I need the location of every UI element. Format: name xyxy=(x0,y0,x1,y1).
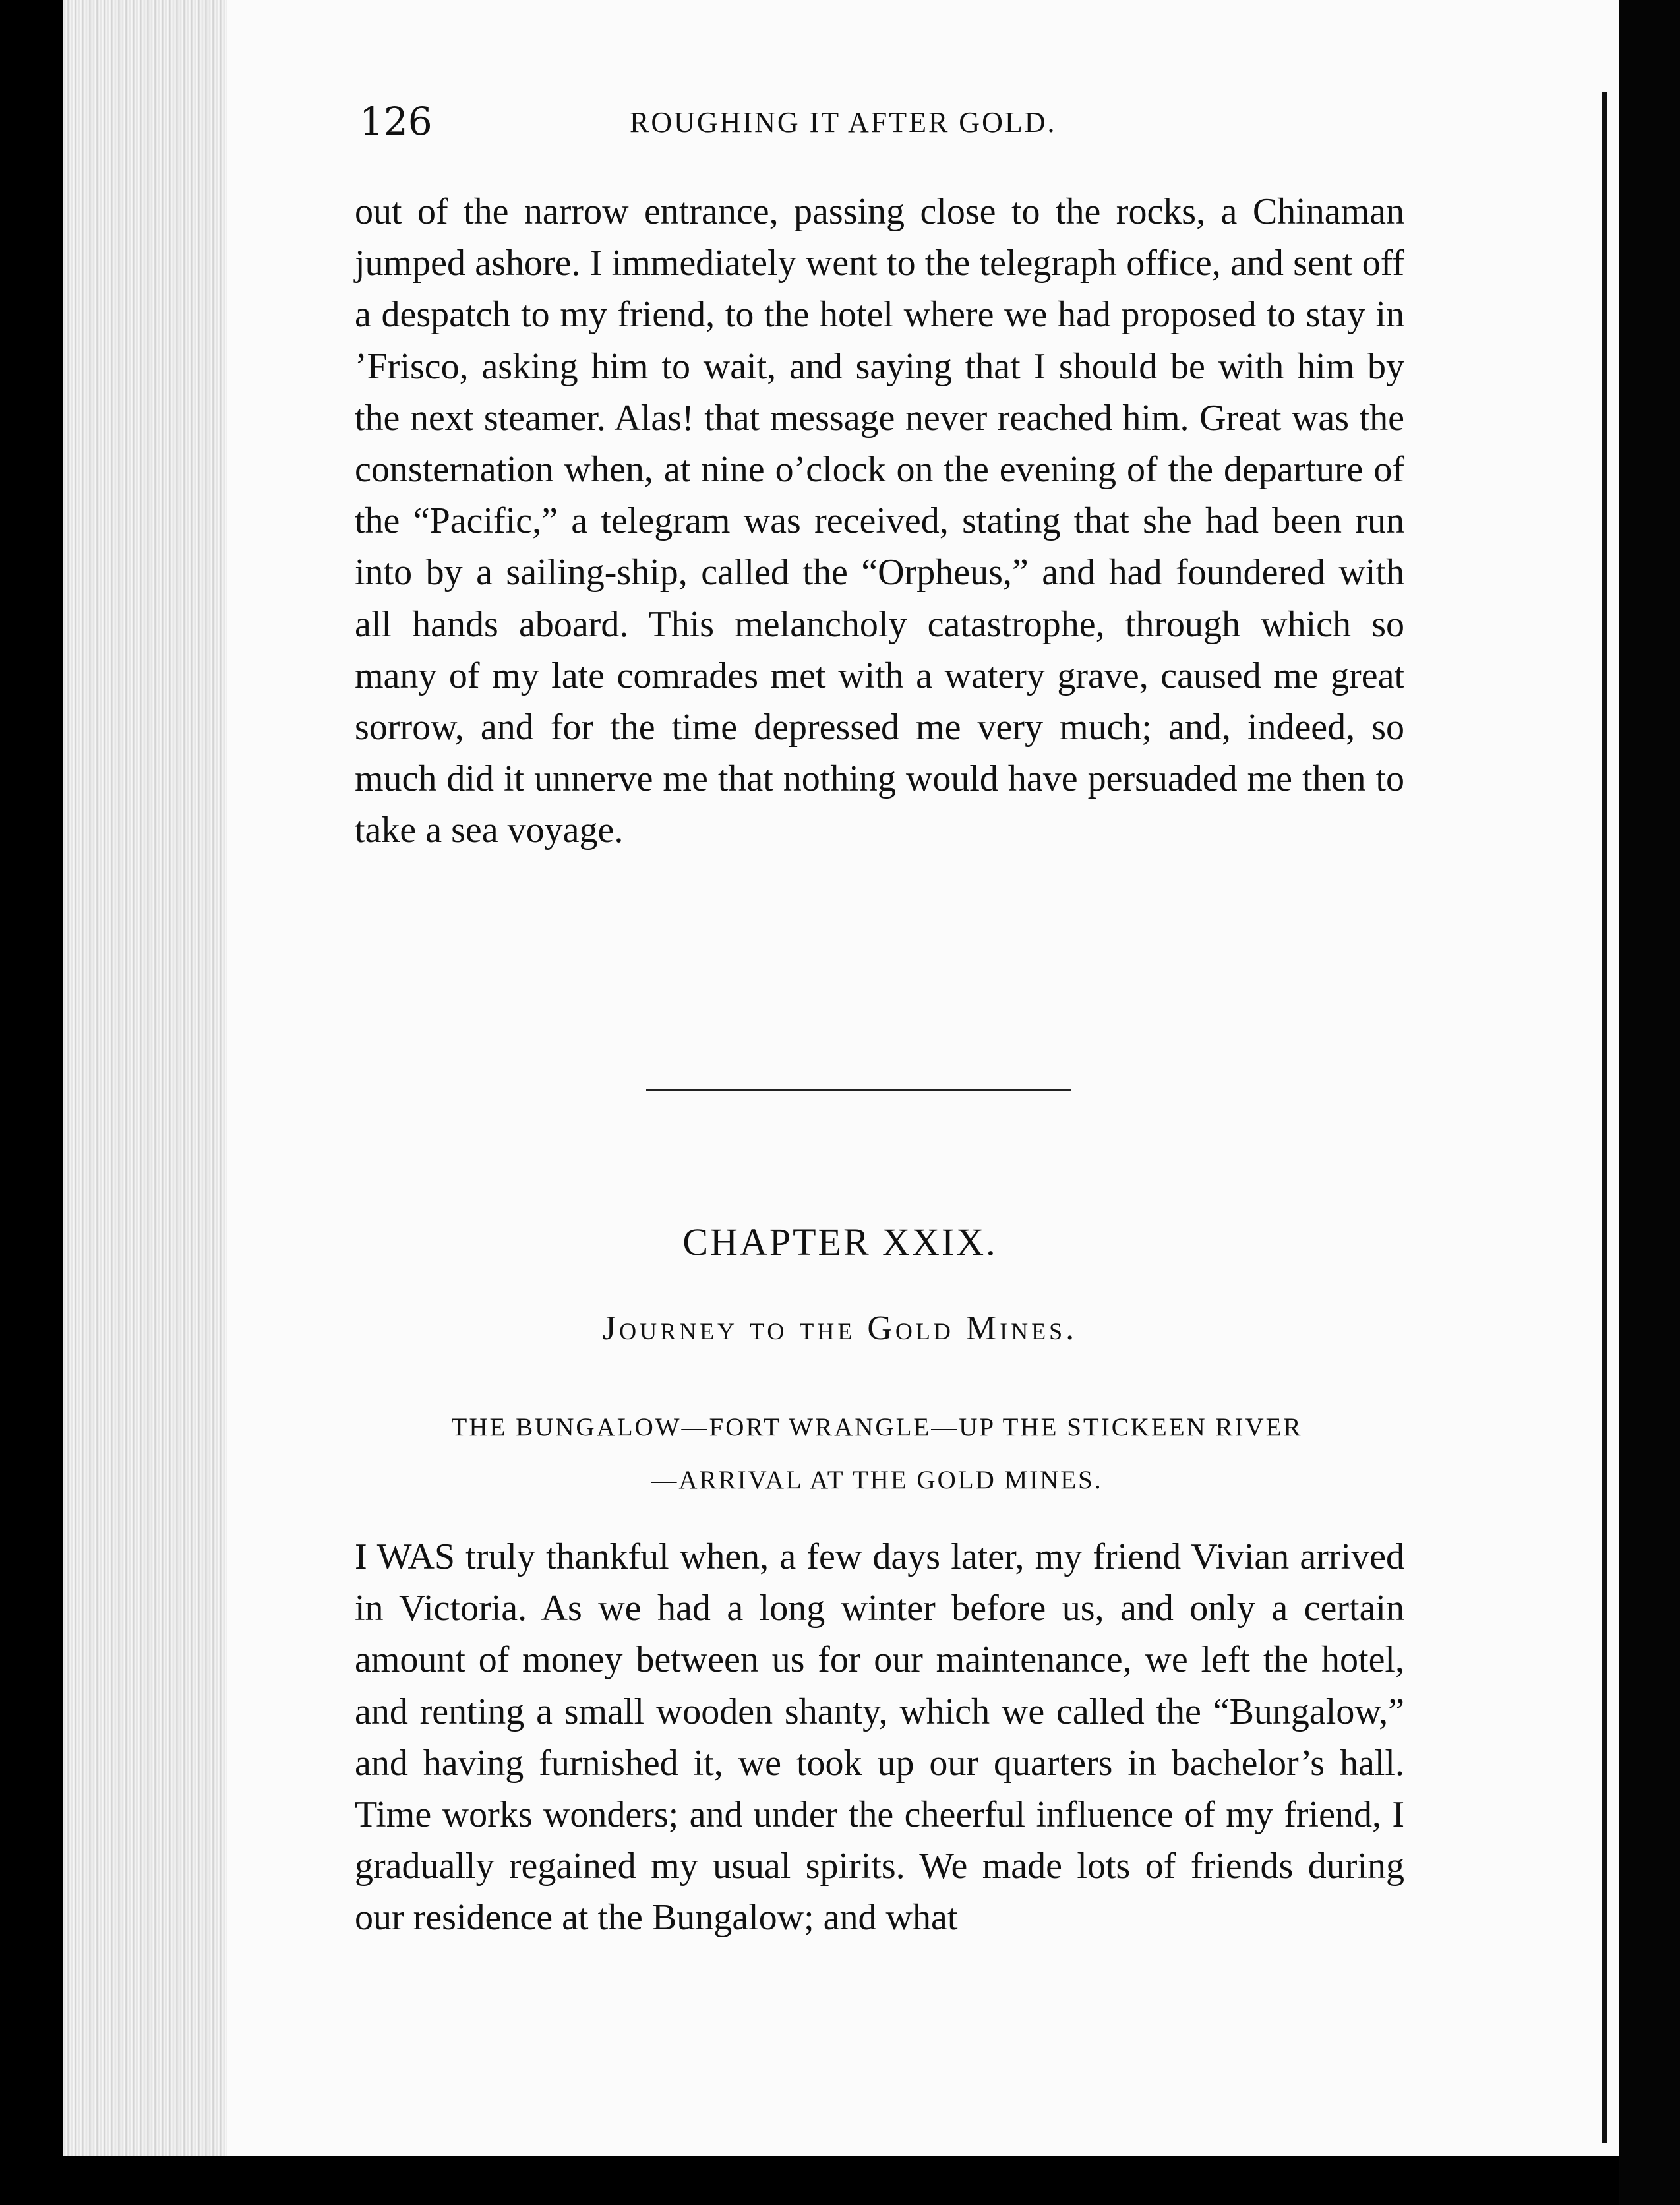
paragraph-text: I WAS truly thankful when, a few days later, my friend Vivian arrived in Victoria. As we had a long winter before us, and only a certain amount of money between us for our maintenance, we left the hotel, and renting a small wooden shanty, which we called the “Bungalow,” and having furnished it, we took up our quarters in bachelor’s hall. Time works wonders; and under the cheerful influence of my friend, I gradually regained my usual spirits. We made lots of friends during our residence at the Bungalow; and what xyxy=(355,1536,1404,1939)
section-divider xyxy=(646,1089,1071,1091)
synopsis-line: —ARRIVAL AT THE GOLD MINES. xyxy=(651,1466,1103,1494)
synopsis-line: THE BUNGALOW—FORT WRANGLE—UP THE STICKEEN RIVER xyxy=(451,1413,1303,1441)
book-page-edges xyxy=(63,0,232,2156)
body-paragraph-1 xyxy=(355,186,1404,857)
next-page-edge xyxy=(1602,92,1607,2143)
paragraph-text: out of the narrow entrance, passing close to the rocks, a Chinaman jumped ashore. I immediately went to the telegraph office, and sent off a despatch to my friend, to the hotel where we had proposed to stay in ’Frisco, asking him to wait, and saying that I should be with him by the next steamer. Alas! that message never reached him. Great was the consternation when, at nine o’clock on the evening of the departure of the “Pacific,” a telegram was received, stating that she had been run into by a sailing-ship, called the “Orpheus,” and had foundered with all hands aboard. This melancholy catastrophe, through which so many of my late comrades met with a watery grave, caused me great sorrow, and for the time depressed me very much; and, indeed, so much did it unnerve me that nothing would have persuaded me then to take a sea voyage. xyxy=(355,191,1404,851)
body-paragraph-2 xyxy=(355,1531,1404,1944)
page-number: 126 xyxy=(359,99,433,144)
running-head: ROUGHING IT AFTER GOLD. xyxy=(630,106,1057,138)
chapter-title: CHAPTER XXIX. xyxy=(682,1221,998,1263)
chapter-synopsis xyxy=(343,1401,1411,1507)
chapter-subtitle: Journey to the Gold Mines. xyxy=(602,1310,1078,1347)
scan-border xyxy=(1619,0,1680,2205)
